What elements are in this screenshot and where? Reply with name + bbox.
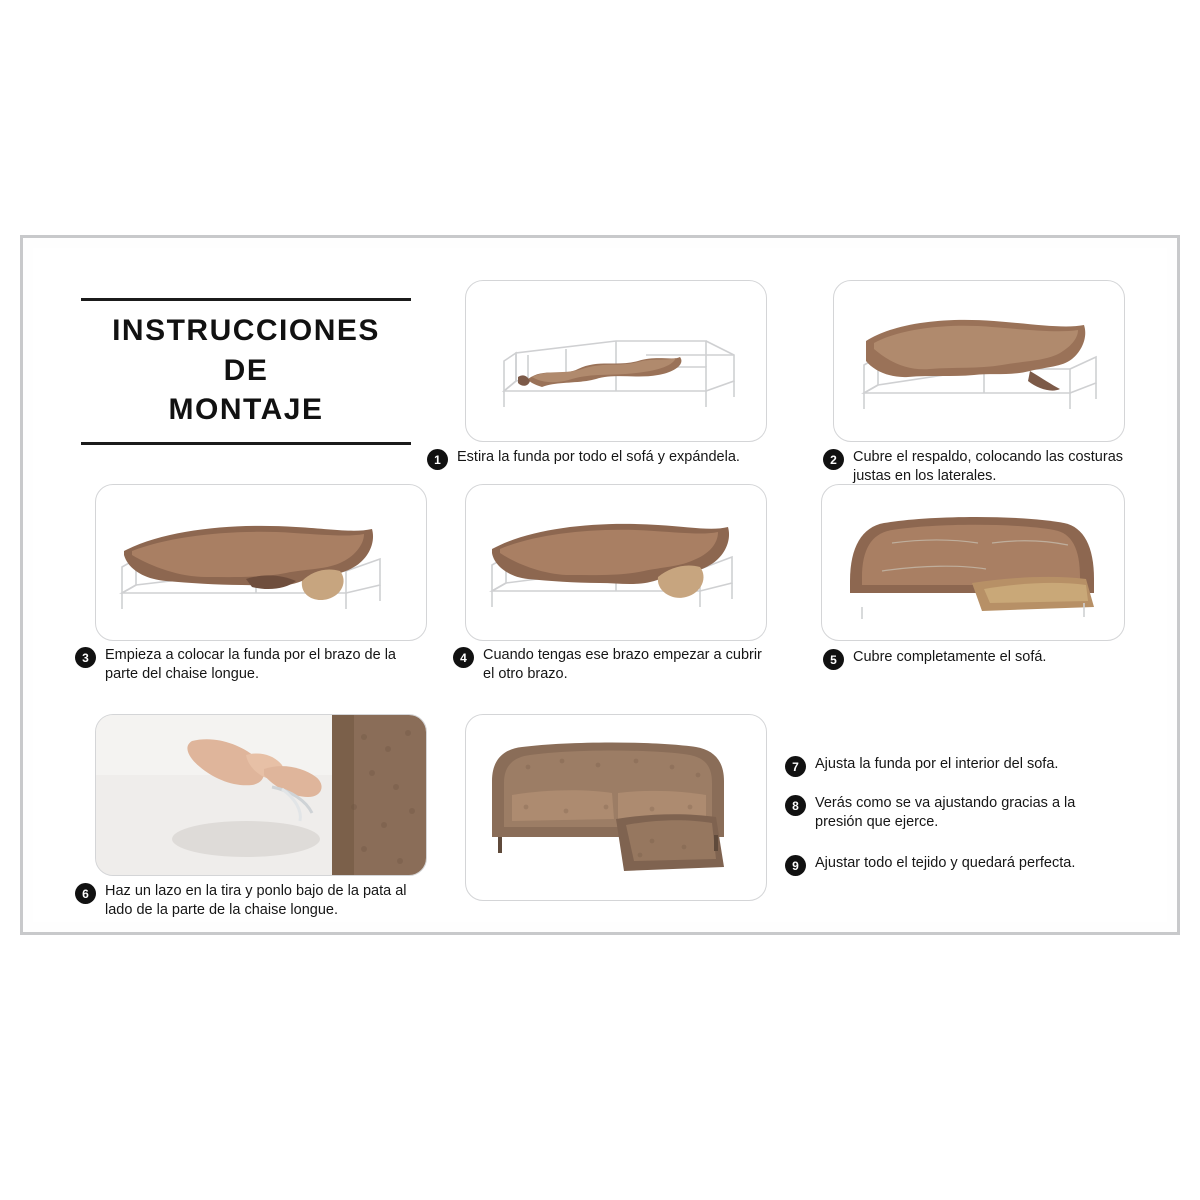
step-5-number: 5	[823, 649, 844, 670]
title-text	[81, 301, 411, 442]
step-5-text: Cubre completamente el sofá.	[853, 649, 1047, 665]
step-2-card	[833, 280, 1125, 442]
step-7-9-card	[465, 714, 767, 901]
step-7-caption	[785, 755, 1115, 777]
step-6-caption	[75, 882, 435, 921]
step-6-card	[95, 714, 427, 876]
step-7-9-illustration	[466, 715, 766, 900]
step-1-caption	[427, 448, 777, 470]
step-3-text: Empieza a colocar la funda por el brazo de la parte del chaise longue.	[105, 647, 396, 683]
step-4-text: Cuando tengas ese brazo empezar a cubrir el otro brazo.	[483, 647, 762, 683]
step-2-illustration	[834, 281, 1124, 441]
step-5-caption	[823, 648, 1123, 670]
step-4-card	[465, 484, 767, 641]
title-line-3: MONTAJE	[168, 393, 324, 427]
step-2-caption	[823, 448, 1123, 487]
step-8-number: 8	[785, 795, 806, 816]
page-title	[81, 298, 411, 445]
step-9-caption	[785, 854, 1125, 876]
step-4-number: 4	[453, 647, 474, 668]
step-1-number: 1	[427, 449, 448, 470]
title-rule-bottom	[81, 442, 411, 445]
step-8-text: Verás como se va ajustando gracias a la presión que ejerce.	[815, 795, 1076, 831]
step-1-text: Estira la funda por todo el sofá y expándela.	[457, 449, 740, 465]
fabric-cover-light-5	[862, 525, 1080, 585]
step-3-caption	[75, 646, 425, 685]
title-line-2: DE	[223, 353, 269, 387]
step-2-text: Cubre el respaldo, colocando las costuras justas en los laterales.	[853, 449, 1124, 485]
step-5-card	[821, 484, 1125, 641]
step-1-card	[465, 280, 767, 442]
step-3-illustration	[96, 485, 426, 640]
step-9-text: Ajustar todo el tejido y quedará perfecta.	[815, 855, 1076, 871]
step-1-illustration	[466, 281, 766, 441]
instruction-sheet	[20, 235, 1180, 935]
step-3-number: 3	[75, 647, 96, 668]
step-4-illustration	[466, 485, 766, 640]
step-6-number: 6	[75, 883, 96, 904]
step-9-number: 9	[785, 855, 806, 876]
step-6-photo	[96, 715, 426, 875]
step-7-text: Ajusta la funda por el interior del sofa.	[815, 756, 1059, 772]
step-3-card	[95, 484, 427, 641]
step-7-number: 7	[785, 756, 806, 777]
fabric-fold-2	[1028, 371, 1060, 391]
step-2-number: 2	[823, 449, 844, 470]
step-6-text: Haz un lazo en la tira y ponlo bajo de la pata al lado de la parte de la chaise longue.	[105, 883, 407, 919]
step-8-caption	[785, 794, 1115, 833]
title-line-1: INSTRUCCIONES	[112, 314, 380, 347]
step-5-illustration	[822, 485, 1124, 640]
step-4-caption	[453, 646, 773, 685]
instruction-sheet-inner	[33, 248, 1167, 922]
